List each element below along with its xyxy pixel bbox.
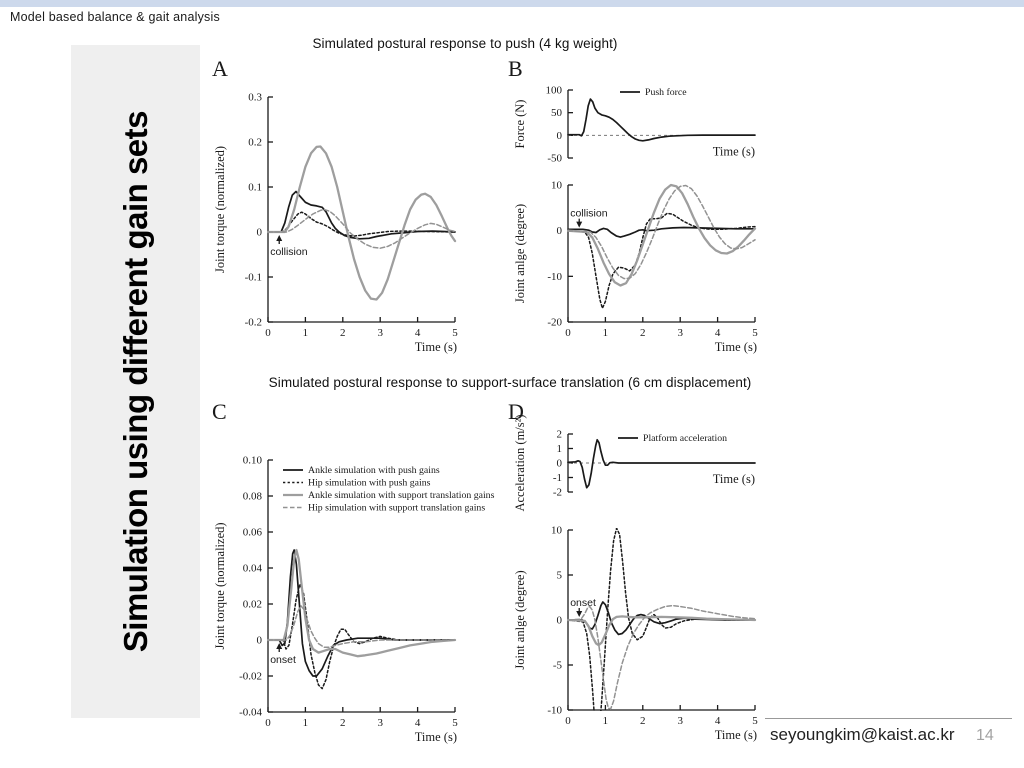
footer-email: seyoungkim@kaist.ac.kr (770, 725, 955, 744)
svg-text:2: 2 (640, 715, 646, 727)
svg-text:collision: collision (270, 246, 308, 258)
panel-d-platform-acceleration-chart (500, 414, 780, 525)
svg-text:Time (s): Time (s) (414, 730, 457, 744)
panel-c-label: C (212, 399, 227, 424)
svg-text:5: 5 (452, 327, 458, 339)
svg-text:Ankle simulation with support: Ankle simulation with support translation gains (308, 490, 495, 502)
slide-title-vertical: Simulation using different gain sets (116, 110, 154, 653)
svg-text:1: 1 (602, 715, 609, 727)
svg-text:Time (s): Time (s) (712, 472, 755, 486)
svg-text:0: 0 (565, 715, 571, 727)
svg-text:5: 5 (752, 327, 758, 339)
svg-text:Joint anlge (degree): Joint anlge (degree) (513, 203, 527, 304)
svg-text:0.06: 0.06 (242, 526, 262, 539)
svg-text:0.04: 0.04 (242, 562, 262, 575)
svg-text:0.02: 0.02 (242, 598, 262, 611)
svg-text:0.1: 0.1 (248, 181, 262, 194)
svg-text:Time (s): Time (s) (714, 340, 757, 354)
svg-text:0: 0 (556, 457, 562, 470)
svg-text:Time (s): Time (s) (714, 728, 757, 742)
svg-text:0.08: 0.08 (242, 490, 262, 503)
svg-text:collision: collision (570, 207, 608, 220)
svg-text:-0.02: -0.02 (239, 670, 262, 683)
svg-text:Hip simulation with support tr: Hip simulation with support translation gains (308, 502, 486, 514)
svg-text:4: 4 (714, 327, 721, 339)
svg-text:Joint torque (normalized): Joint torque (normalized) (213, 522, 227, 650)
svg-text:1: 1 (302, 327, 309, 339)
svg-text:5: 5 (452, 717, 458, 729)
svg-text:-20: -20 (547, 316, 562, 329)
svg-text:-1: -1 (552, 472, 562, 484)
svg-text:3: 3 (377, 327, 383, 339)
svg-text:1: 1 (556, 443, 562, 455)
panel-c-joint-torque-chart (200, 443, 495, 758)
svg-text:Joint anlge (degree): Joint anlge (degree) (513, 570, 527, 670)
svg-text:4: 4 (414, 327, 421, 339)
svg-text:0: 0 (556, 129, 562, 142)
svg-text:-0.2: -0.2 (244, 316, 262, 329)
svg-text:3: 3 (677, 715, 683, 727)
svg-text:2: 2 (640, 327, 646, 339)
svg-text:Acceleration (m/s²): Acceleration (m/s²) (513, 414, 527, 512)
svg-text:2: 2 (340, 327, 346, 339)
panel-a-joint-torque-chart (200, 80, 480, 370)
svg-text:Joint torque (normalized): Joint torque (normalized) (213, 145, 227, 274)
section2-title: Simulated postural response to support-surface translation (6 cm displacement) (268, 375, 752, 390)
svg-text:Time (s): Time (s) (414, 340, 457, 354)
svg-text:0: 0 (556, 225, 562, 238)
svg-text:1: 1 (602, 327, 609, 339)
svg-text:50: 50 (551, 107, 562, 120)
svg-text:0.3: 0.3 (248, 91, 262, 104)
svg-text:Hip simulation with push gains: Hip simulation with push gains (308, 477, 431, 489)
panel-b-label: B (508, 56, 523, 81)
section1-title: Simulated postural response to push (4 kg weight) (312, 36, 618, 51)
footer-divider (765, 718, 1012, 719)
svg-text:0: 0 (265, 717, 271, 729)
svg-text:3: 3 (677, 327, 683, 339)
svg-text:1: 1 (302, 717, 309, 729)
svg-text:0: 0 (265, 327, 271, 339)
svg-text:0.2: 0.2 (248, 136, 262, 149)
svg-text:0.10: 0.10 (242, 454, 262, 467)
svg-text:-0.04: -0.04 (239, 706, 262, 719)
svg-text:0: 0 (256, 634, 262, 647)
svg-text:0: 0 (256, 226, 262, 239)
svg-text:5: 5 (556, 569, 562, 582)
svg-text:10: 10 (551, 524, 562, 537)
svg-text:4: 4 (714, 715, 721, 727)
svg-text:-2: -2 (552, 486, 562, 499)
svg-text:-10: -10 (547, 270, 562, 283)
slide-header: Model based balance & gait analysis (10, 10, 220, 24)
svg-text:Push force: Push force (645, 87, 687, 99)
svg-text:2: 2 (340, 717, 346, 729)
svg-text:2: 2 (556, 428, 562, 441)
svg-text:Force (N): Force (N) (513, 99, 527, 149)
svg-text:-5: -5 (552, 659, 562, 672)
svg-text:Platform acceleration: Platform acceleration (643, 433, 728, 445)
panel-d-label: D (508, 399, 524, 424)
svg-text:4: 4 (414, 717, 421, 729)
svg-text:-50: -50 (547, 152, 562, 165)
svg-text:10: 10 (551, 179, 562, 192)
svg-text:onset: onset (270, 654, 296, 666)
svg-text:-0.1: -0.1 (244, 271, 262, 284)
svg-text:Ankle simulation with push gai: Ankle simulation with push gains (308, 465, 440, 477)
svg-text:0: 0 (565, 327, 571, 339)
svg-text:-10: -10 (547, 704, 562, 717)
slide-top-accent-bar (0, 0, 1024, 7)
svg-text:onset: onset (570, 597, 596, 609)
panel-b-joint-angle-chart (500, 168, 780, 373)
svg-text:Time (s): Time (s) (712, 144, 755, 159)
slide-title-sidebar (71, 45, 200, 718)
panel-d-joint-angle-chart (500, 513, 780, 763)
panel-a-label: A (212, 56, 228, 81)
svg-text:3: 3 (377, 717, 383, 729)
svg-text:100: 100 (545, 84, 562, 97)
page-number: 14 (976, 727, 994, 744)
svg-text:0: 0 (556, 614, 562, 627)
svg-text:5: 5 (752, 715, 758, 727)
